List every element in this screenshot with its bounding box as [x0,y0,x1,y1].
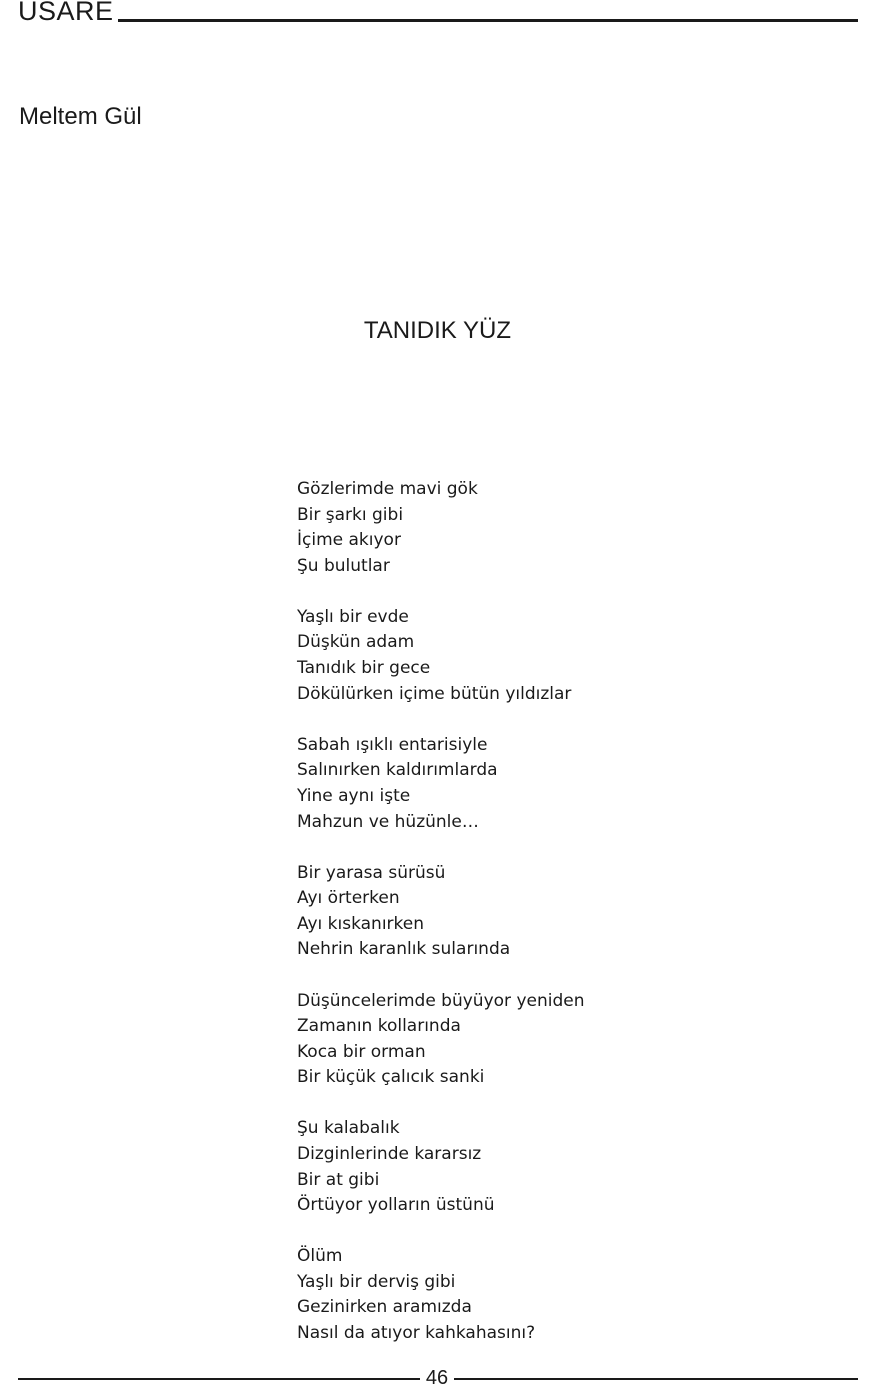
poem-line: Koca bir orman [297,1041,426,1062]
poem-line: Salınırken kaldırımlarda [297,760,498,781]
stanza [297,733,584,835]
poem-line: Şu kalabalık [297,1118,400,1139]
poem-line: Düşüncelerimde büyüyor yeniden [297,990,585,1011]
stanza [297,861,584,963]
poem-line: Yaşlı bir evde [297,606,409,627]
poem-body [297,477,584,1372]
poem-line: Gezinirken aramızda [297,1297,472,1318]
poem-line: Bir küçük çalıcık sanki [297,1067,485,1088]
magazine-name: USARE [18,0,114,26]
stanza [297,1116,584,1218]
poem-line: Zamanın kollarında [297,1016,461,1037]
poem-line: Ayı kıskanırken [297,913,425,934]
poem-line: Bir şarkı gibi [297,504,404,525]
poem-line: Gözlerimde mavi gök [297,479,478,499]
poem-line: Sabah ışıklı entarisiyle [297,734,488,755]
stanza [297,989,584,1091]
poem-line: İçime akıyor [297,530,401,551]
poem-line: Yine aynı işte [297,785,411,806]
poem-line: Şu bulutlar [297,555,390,576]
poem-line: Nasıl da atıyor kahkahasını? [297,1323,536,1344]
page-header [18,0,858,26]
header-rule [118,19,858,22]
stanza [297,605,584,707]
poem-line: Bir at gibi [297,1169,380,1190]
poem-line: Dökülürken içime bütün yıldızlar [297,683,572,704]
author-name: Meltem Gül [19,103,142,130]
poem-line: Nehrin karanlık sularında [297,939,511,960]
poem-title: TANIDIK YÜZ [363,317,512,344]
page-footer [18,1366,858,1392]
footer-rule-left [18,1378,420,1380]
stanza [297,1244,584,1346]
stanza [297,477,584,579]
poem-line: Düşkün adam [297,632,415,653]
poem-line: Bir yarasa sürüsü [297,862,446,883]
poem-line: Yaşlı bir derviş gibi [297,1271,456,1292]
poem-line: Örtüyor yolların üstünü [297,1195,495,1216]
poem-line: Tanıdık bir gece [297,658,431,679]
poem-line: Mahzun ve hüzünle… [297,811,479,832]
poem-line: Dizginlerinde kararsız [297,1143,482,1164]
footer-rule-right [454,1378,858,1380]
poem-line: Ölüm [297,1246,343,1267]
poem-line: Ayı örterken [297,888,400,909]
page-number: 46 [425,1367,449,1389]
